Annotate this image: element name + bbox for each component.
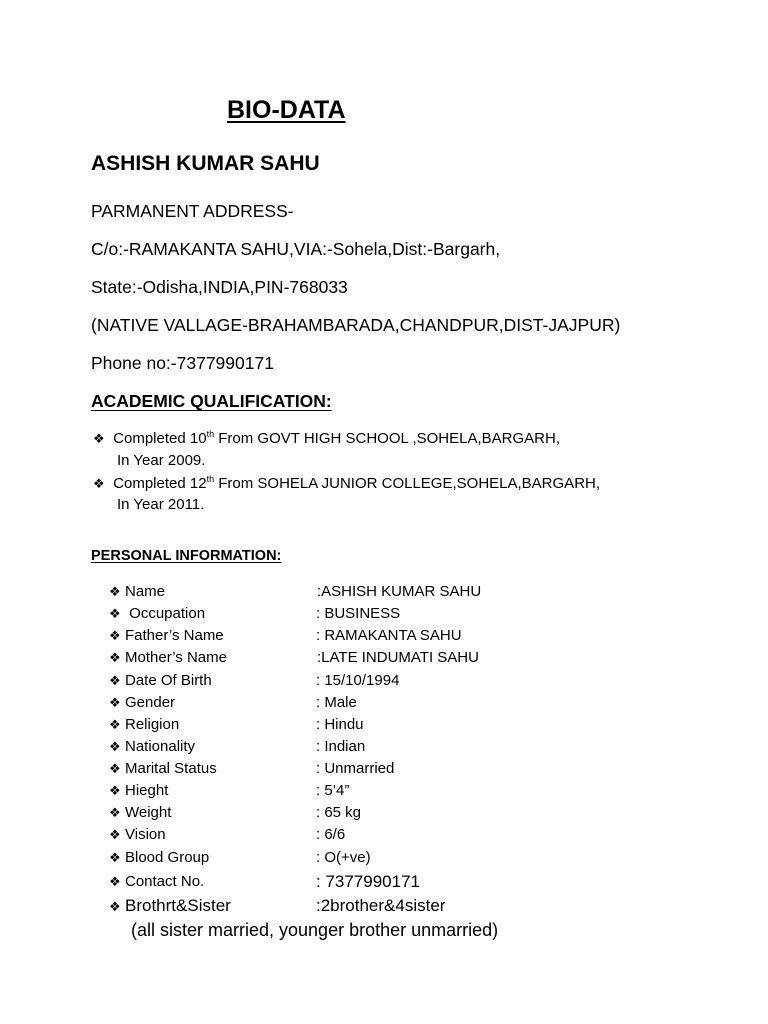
info-value: : BUSINESS [316, 605, 401, 622]
bullet-icon: ❖ [109, 827, 121, 842]
info-row-vision [109, 825, 346, 845]
phone-line: Phone no:-7377990171 [91, 353, 274, 373]
info-value: :LATE INDUMATI SAHU [317, 649, 479, 666]
info-row-father [109, 626, 462, 646]
bullet-icon: ❖ [109, 650, 121, 665]
info-row-height [109, 781, 350, 801]
bullet-icon: ❖ [109, 606, 121, 621]
info-value: : 65 kg [316, 804, 362, 821]
info-label: Gender [125, 694, 176, 711]
info-value: : RAMAKANTA SAHU [316, 627, 462, 644]
address-heading: PARMANENT ADDRESS- [91, 201, 294, 221]
personal-heading: PERSONAL INFORMATION: [91, 548, 282, 564]
academic-item-suffix: From GOVT HIGH SCHOOL ,SOHELA,BARGARH, [214, 430, 560, 447]
academic-item [93, 429, 560, 447]
bullet-icon: ❖ [93, 476, 105, 491]
address-line-2: State:-Odisha,INDIA,PIN-768033 [91, 277, 348, 297]
bullet-icon: ❖ [109, 899, 121, 914]
bullet-icon: ❖ [93, 431, 105, 446]
info-value: : 6/6 [316, 826, 346, 843]
bullet-icon: ❖ [109, 850, 121, 865]
info-label: Nationality [125, 738, 196, 755]
info-label: Hieght [125, 782, 169, 799]
bullet-icon: ❖ [109, 805, 121, 820]
bullet-icon: ❖ [109, 783, 121, 798]
bullet-icon: ❖ [109, 628, 121, 643]
info-row-weight [109, 803, 362, 823]
info-value: :2brother&4sister [316, 896, 446, 915]
address-line-3: (NATIVE VALLAGE-BRAHAMBARADA,CHANDPUR,DIST-JAJPUR) [91, 315, 621, 335]
info-label: Vision [125, 826, 166, 843]
info-label: Marital Status [125, 760, 217, 777]
info-row-blood [109, 848, 371, 868]
info-value: :ASHISH KUMAR SAHU [317, 583, 482, 600]
info-value: : O(+ve) [316, 849, 371, 866]
info-label: Blood Group [125, 849, 210, 866]
info-label: Name [125, 583, 166, 600]
info-row-nationality [109, 737, 366, 757]
info-label: Date Of Birth [125, 672, 212, 689]
info-label: Occupation [125, 605, 206, 622]
academic-item-suffix: From SOHELA JUNIOR COLLEGE,SOHELA,BARGARH, [214, 475, 601, 492]
academic-item-year: In Year 2011. [117, 496, 205, 513]
bullet-icon: ❖ [109, 584, 121, 599]
info-row-name [109, 582, 482, 602]
info-label: Father’s Name [125, 627, 224, 644]
info-row-siblings [109, 896, 446, 916]
info-value: : Hindu [316, 716, 364, 733]
bullet-icon: ❖ [109, 739, 121, 754]
info-value: : Unmarried [316, 760, 395, 777]
info-label: Weight [125, 804, 172, 821]
document-title: BIO-DATA [227, 96, 346, 124]
bullet-icon: ❖ [109, 695, 121, 710]
info-value: : Indian [316, 738, 366, 755]
info-row-religion [109, 715, 364, 735]
info-value: : 7377990171 [316, 872, 420, 891]
bullet-icon: ❖ [109, 673, 121, 688]
info-row-dob [109, 671, 400, 691]
info-label: Religion [125, 716, 180, 733]
academic-item-prefix: Completed 10 [113, 430, 207, 447]
info-value: : Male [316, 694, 357, 711]
info-row-marital [109, 759, 395, 779]
bullet-icon: ❖ [109, 761, 121, 776]
address-line-1: C/o:-RAMAKANTA SAHU,VIA:-Sohela,Dist:-Bargarh, [91, 239, 501, 259]
academic-item-prefix: Completed 12 [113, 475, 207, 492]
info-label: Brothrt&Sister [125, 896, 231, 915]
academic-item-year: In Year 2009. [117, 452, 206, 469]
info-label: Mother’s Name [125, 649, 227, 666]
bullet-icon: ❖ [109, 717, 121, 732]
siblings-note: (all sister married, younger brother unmarried) [131, 920, 499, 940]
academic-heading: ACADEMIC QUALIFICATION: [91, 391, 332, 411]
info-value: : 5’4” [316, 782, 350, 799]
candidate-name: ASHISH KUMAR SAHU [91, 152, 320, 175]
info-row-mother [109, 648, 479, 668]
info-row-gender [109, 693, 357, 713]
bullet-icon: ❖ [109, 874, 121, 889]
info-row-occupation [109, 604, 401, 624]
info-value: : 15/10/1994 [316, 672, 400, 689]
academic-item-sup: th [206, 474, 215, 484]
academic-item [93, 474, 600, 492]
info-row-contact [109, 872, 420, 892]
info-label: Contact No. [125, 873, 205, 890]
academic-item-sup: th [206, 429, 215, 439]
